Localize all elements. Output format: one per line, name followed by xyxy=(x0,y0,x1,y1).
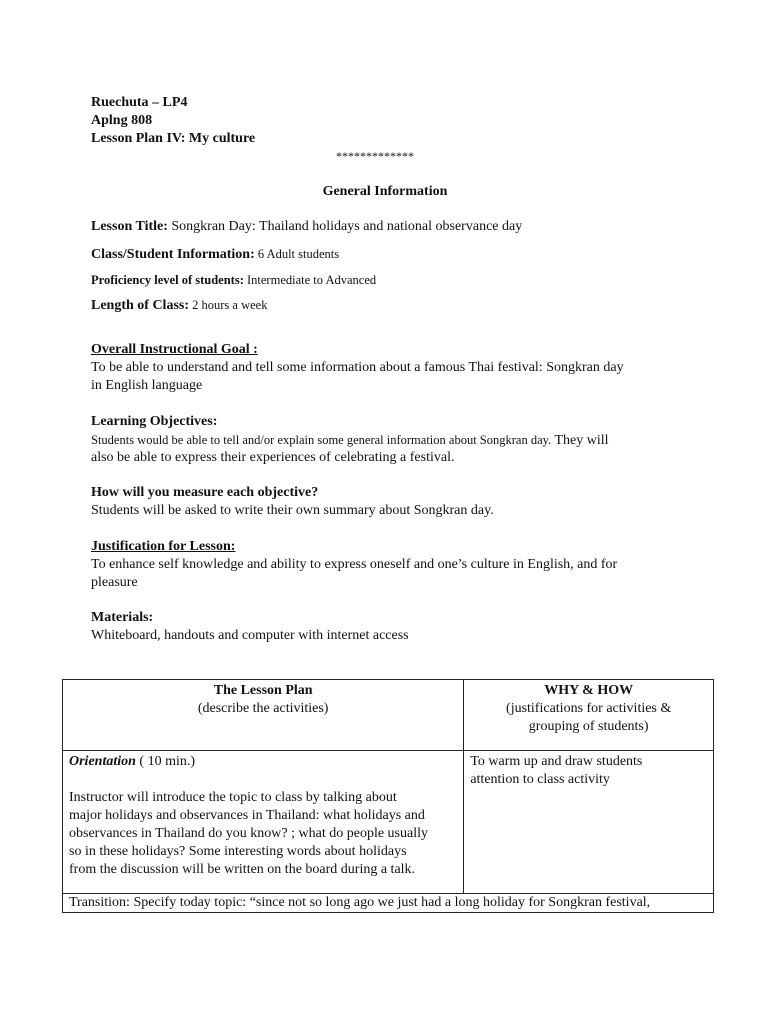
section-heading-general: General Information xyxy=(322,184,448,199)
objectives-heading: Learning Objectives: xyxy=(91,414,218,429)
table-header-left xyxy=(63,680,464,751)
objectives-line-1-small: Students would be able to tell and/or explain some general information about Songkran day. xyxy=(91,433,552,447)
length-row xyxy=(91,296,691,315)
measure-heading: How will you measure each objective? xyxy=(91,485,319,500)
class-info-row xyxy=(91,245,691,264)
orientation-text-3: observances in Thailand do you know? ; what do people usually xyxy=(69,826,428,841)
transition-cell xyxy=(63,894,714,913)
orientation-text-4: so in these holidays? Some interesting words about holidays xyxy=(69,844,407,859)
document-title: Lesson Plan IV: My culture xyxy=(91,131,256,146)
lesson-title-row xyxy=(91,218,691,236)
why-how-column-title: WHY & HOW xyxy=(544,683,634,698)
orientation-text-1: Instructor will introduce the topic to class by talking about xyxy=(69,790,397,805)
orientation-why-cell xyxy=(464,751,714,894)
orientation-cell xyxy=(63,751,464,894)
course-line: Aplng 808 xyxy=(91,113,153,128)
orientation-time: ( 10 min.) xyxy=(135,754,196,769)
lesson-title-value: Songkran Day: Thailand holidays and national observance day xyxy=(167,219,523,234)
class-info-value: 6 Adult students xyxy=(254,247,340,261)
goal-heading: Overall Instructional Goal : xyxy=(91,342,258,357)
materials-heading: Materials: xyxy=(91,610,154,625)
table-header-right xyxy=(464,680,714,751)
lesson-title-label: Lesson Title: xyxy=(91,219,168,234)
transition-row xyxy=(63,894,714,913)
why-how-column-subtitle-1: (justifications for activities & xyxy=(506,701,672,716)
justification-line-1: To enhance self knowledge and ability to express oneself and one’s culture in English, and for xyxy=(91,557,618,572)
goal-line-2: in English language xyxy=(91,378,203,393)
class-info-label: Class/Student Information: xyxy=(91,247,255,262)
orientation-why-2: attention to class activity xyxy=(470,772,610,787)
author-line: Ruechuta – LP4 xyxy=(91,95,188,110)
justification-heading: Justification for Lesson: xyxy=(91,539,236,554)
objectives-line-1 xyxy=(91,431,691,450)
justification-line-2: pleasure xyxy=(91,575,138,590)
proficiency-label: Proficiency level of students: xyxy=(91,273,244,287)
separator-stars: ************* xyxy=(336,149,414,163)
table-header-row xyxy=(63,680,714,751)
lesson-plan-table xyxy=(62,679,714,913)
objectives-line-1-rest: They will xyxy=(551,433,609,448)
orientation-heading xyxy=(69,753,457,771)
orientation-label: Orientation xyxy=(69,754,136,769)
goal-line-1: To be able to understand and tell some information about a famous Thai festival: Songkran day xyxy=(91,360,624,375)
measure-line-1: Students will be asked to write their own summary about Songkran day. xyxy=(91,503,494,518)
table-row xyxy=(63,751,714,894)
proficiency-row xyxy=(91,271,691,289)
proficiency-value: Intermediate to Advanced xyxy=(243,273,377,287)
orientation-text-2: major holidays and observances in Thailand: what holidays and xyxy=(69,808,425,823)
objectives-line-2: also be able to express their experiences of celebrating a festival. xyxy=(91,450,455,465)
materials-line-1: Whiteboard, handouts and computer with internet access xyxy=(91,628,409,643)
lesson-plan-column-title: The Lesson Plan xyxy=(213,683,313,698)
length-value: 2 hours a week xyxy=(189,298,268,312)
transition-text: Transition: Specify today topic: “since not so long ago we just had a long holiday for Songkran festival, xyxy=(69,895,651,910)
length-label: Length of Class: xyxy=(91,298,190,313)
lesson-plan-column-subtitle: (describe the activities) xyxy=(197,701,329,716)
orientation-why-1: To warm up and draw students xyxy=(470,754,643,769)
orientation-text-5: from the discussion will be written on the board during a talk. xyxy=(69,862,416,877)
why-how-column-subtitle-2: grouping of students) xyxy=(528,719,649,734)
